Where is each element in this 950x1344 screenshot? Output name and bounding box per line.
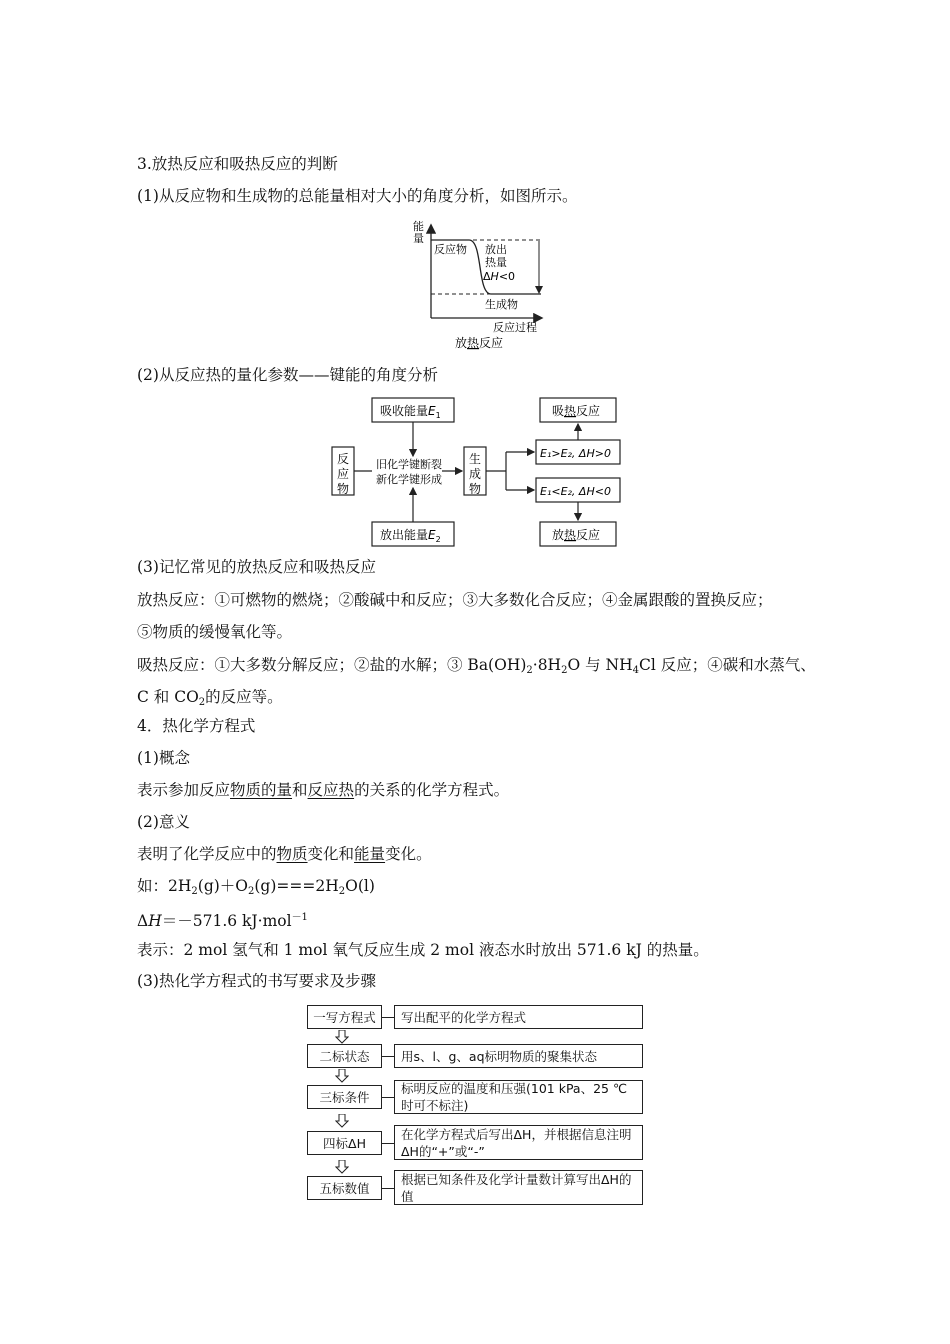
svg-text:E₁>E₂, ΔH>0: E₁>E₂, ΔH>0 (540, 447, 611, 460)
svg-text:吸热反应: 吸热反应 (552, 404, 601, 418)
step-5-label: 五标数值 (307, 1176, 382, 1200)
down-arrow-icon (335, 1069, 349, 1083)
reactants-label: 反应物 (434, 243, 467, 256)
energy-diagram (405, 214, 555, 354)
products-label: 生成物 (485, 298, 518, 311)
example-equation: 如：$2H_2(g)+O_2(g)===2H_2O(l)$ (137, 877, 375, 897)
concept-heading: (1)概念 (137, 749, 190, 767)
release-label-2: 热量 (485, 256, 507, 269)
svg-text:应: 应 (337, 467, 350, 481)
svg-text:E₁<E₂, ΔH<0: E₁<E₂, ΔH<0 (540, 485, 611, 498)
exothermic-list-1: 放热反应：①可燃物的燃烧；②酸碱中和反应；③大多数化合反应；④金属跟酸的置换反应； (137, 591, 773, 609)
svg-text:放热反应: 放热反应 (552, 528, 601, 542)
step-5-desc: 根据已知条件及化学计量数计算写出ΔH的值 (394, 1170, 643, 1205)
down-arrow-icon (335, 1030, 349, 1044)
concept-text: 表示参加反应物质的量和反应热的关系的化学方程式。 (137, 781, 510, 799)
bond-break-label: 旧化学键断裂 (376, 458, 442, 471)
step-1-desc: 写出配平的化学方程式 (394, 1005, 643, 1029)
down-arrow-icon (335, 1160, 349, 1174)
meaning-text: 表明了化学反应中的物质变化和能量变化。 (137, 845, 432, 863)
y-axis-label-1: 能 (413, 220, 424, 233)
section3-p2: (2)从反应热的量化参数——键能的角度分析 (137, 366, 438, 384)
release-energy-label: 放出能量$E_2$ (380, 528, 441, 544)
svg-text:成: 成 (469, 467, 482, 481)
step-2-desc: 用s、l、g、aq标明物质的聚集状态 (394, 1044, 643, 1068)
endothermic-list-1: 吸热反应：①大多数分解反应；②盐的水解；③ $Ba(OH)_2\cdot 8H_2O$ 与 $NH_4Cl$ 反应；④碳和水蒸气、 (137, 656, 816, 676)
endothermic-list-2: C 和 $CO_2$的反应等。 (137, 688, 283, 708)
delta-h-value: ΔH＝－571.6 kJ·mol$^{-1}$ (137, 912, 308, 930)
section3-p1: (1)从反应物和生成物的总能量相对大小的角度分析，如图所示。 (137, 187, 578, 205)
release-label-1: 放出 (485, 243, 507, 256)
svg-text:物: 物 (337, 482, 350, 496)
exothermic-list-2: ⑤物质的缓慢氧化等。 (137, 623, 293, 641)
step-3-label: 三标条件 (307, 1085, 382, 1109)
step-1-label: 一写方程式 (307, 1005, 382, 1029)
section3-p3: (3)记忆常见的放热反应和吸热反应 (137, 558, 376, 576)
step-4-label: 四标ΔH (307, 1131, 382, 1155)
y-axis-label-2: 量 (413, 232, 424, 245)
equation-explanation: 表示：2 mol 氢气和 1 mol 氧气反应生成 2 mol 液态水时放出 571.6 kJ 的热量。 (137, 941, 709, 959)
bond-form-label: 新化学键形成 (376, 473, 442, 486)
step-2-label: 二标状态 (307, 1044, 382, 1068)
down-arrow-icon (335, 1114, 349, 1128)
meaning-heading: (2)意义 (137, 813, 190, 831)
svg-text:反: 反 (337, 452, 350, 466)
step-3-desc: 标明反应的温度和压强(101 kPa、25 ℃时可不标注) (394, 1080, 643, 1114)
section3-title: 3.放热反应和吸热反应的判断 (137, 155, 338, 173)
svg-text:生: 生 (469, 452, 482, 466)
step-4-desc: 在化学方程式后写出ΔH，并根据信息注明ΔH的“+”或“-” (394, 1125, 643, 1160)
absorb-energy-label: 吸收能量$E_1$ (380, 404, 441, 420)
section4-title: 4．热化学方程式 (137, 717, 256, 735)
bond-energy-diagram (328, 392, 628, 550)
steps-heading: (3)热化学方程式的书写要求及步骤 (137, 972, 376, 990)
diagram1-caption: 放热反应 (455, 336, 504, 350)
delta-h-label: ΔH<0 (483, 270, 516, 283)
x-axis-label: 反应过程 (493, 321, 537, 334)
svg-text:物: 物 (469, 482, 482, 496)
